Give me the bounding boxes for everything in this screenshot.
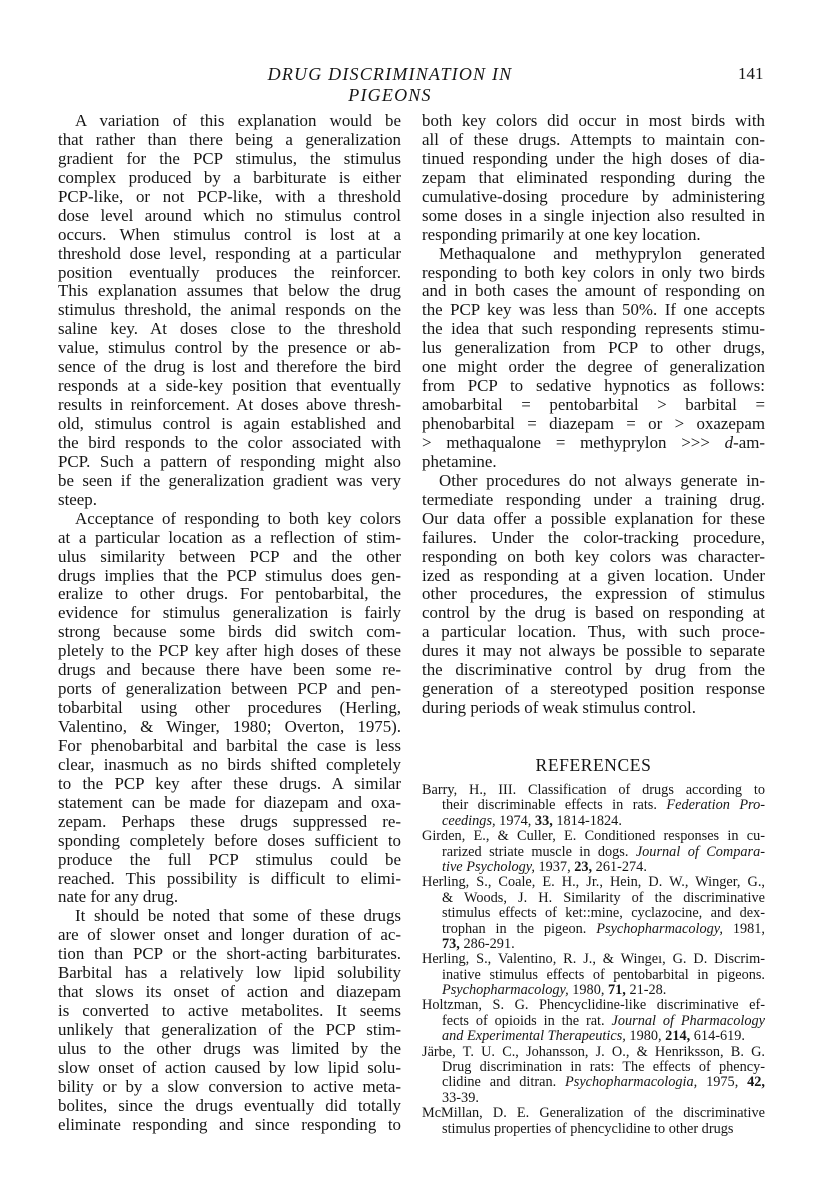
text-line: lus generalization from PCP to other drugs, bbox=[422, 338, 765, 358]
text-line: Valentino, & Winger, 1980; Overton, 1975). bbox=[58, 717, 401, 736]
text-line: stimulus threshold, the animal responds on the bbox=[58, 300, 401, 320]
text-line: all of these drugs. Attempts to maintain con- bbox=[422, 129, 765, 149]
text-line: complex produced by a barbiturate is either bbox=[58, 167, 401, 187]
text-line: zepam. Perhaps these drugs suppressed re- bbox=[58, 811, 401, 831]
text-line: responding on both key colors was character- bbox=[422, 546, 765, 566]
text-line: produce the full PCP stimulus could be bbox=[58, 849, 401, 869]
text-line: generation of a stereotyped position response bbox=[422, 679, 765, 699]
right-column bbox=[422, 112, 765, 1137]
page-number: 141 bbox=[738, 64, 764, 83]
reference-line: Herling, S., Coale, E. H., Jr., Hein, D. W., Winger, G., bbox=[422, 874, 765, 891]
reference-line: Psychopharmacology, 1980, 71, 21-28. bbox=[442, 982, 667, 999]
text-line: bility or by a slow conversion to active meta- bbox=[58, 1076, 401, 1096]
text-line: Acceptance of responding to both key colors bbox=[75, 508, 401, 528]
reference-line: & Woods, J. H. Similarity of the discriminative bbox=[442, 889, 765, 906]
text-line: are of slower onset and longer duration of ac- bbox=[58, 925, 401, 945]
text-line: Our data offer a possible explanation for these bbox=[422, 508, 765, 528]
text-line: drugs and because there have been some re- bbox=[58, 660, 401, 680]
text-line: PCP. Such a pattern of responding might also bbox=[58, 451, 401, 471]
text-line: eralize to other drugs. For pentobarbital, the bbox=[58, 584, 401, 604]
text-line: zepam that eliminated responding during the bbox=[422, 167, 765, 187]
text-line: old, stimulus control is again established and bbox=[58, 414, 401, 433]
text-line: termediate responding under a training drug. bbox=[422, 489, 765, 509]
text-line: control by the drug is based on responding at bbox=[422, 603, 765, 623]
text-line: statement can be made for diazepam and oxa- bbox=[58, 792, 401, 812]
text-line: be seen if the generalization gradient was very bbox=[58, 470, 401, 490]
text-line: For phenobarbital and barbital the case is less bbox=[58, 735, 401, 755]
text-line: clear, inasmuch as no birds shifted completely bbox=[58, 754, 401, 774]
text-line: occurs. When stimulus control is lost at a bbox=[58, 224, 401, 244]
text-line: reached. This possibility is difficult to elimi- bbox=[58, 868, 401, 888]
text-line: ports of generalization between PCP and pen- bbox=[58, 679, 401, 699]
reference-entry bbox=[422, 1045, 765, 1107]
text-line: sence of the drug is lost and therefore the bird bbox=[58, 357, 401, 377]
reference-line: Girden, E., & Culler, E. Conditioned responses in cu- bbox=[422, 828, 765, 845]
reference-line: tive Psychology, 1937, 23, 261-274. bbox=[442, 858, 647, 875]
right-column-body bbox=[422, 112, 765, 718]
text-line: during periods of weak stimulus control. bbox=[422, 698, 696, 718]
text-line: pletely to the PCP key after high doses of these bbox=[58, 641, 401, 661]
text-line: to the PCP key after these drugs. A similar bbox=[58, 773, 401, 793]
text-line: Barbital has a relatively low lipid solubility bbox=[58, 963, 401, 983]
text-line: > methaqualone = methyprylon >>> d-am- bbox=[422, 432, 765, 452]
text-line: the bird responds to the color associated with bbox=[58, 432, 401, 452]
reference-line: clidine and ditran. Psychopharmacologia, 1975, 42, bbox=[442, 1074, 765, 1091]
reference-entry bbox=[422, 1106, 765, 1137]
reference-line: inative stimulus effects of pentobarbital in pigeons. bbox=[442, 966, 765, 983]
text-line: Other procedures do not always generate in- bbox=[439, 470, 765, 490]
text-line: amobarbital = pentobarbital > barbital = bbox=[422, 395, 765, 415]
text-line: sponding completely before doses sufficient to bbox=[58, 830, 401, 850]
text-line: responds at a side-key position that eventually bbox=[58, 376, 401, 396]
reference-line: Barry, H., III. Classification of drugs according to bbox=[422, 782, 765, 798]
text-line: that slows its onset of action and diazepam bbox=[58, 982, 401, 1002]
reference-line: Drug discrimination in rats: The effects of phency- bbox=[442, 1059, 765, 1076]
text-line: ized as responding at a given location. Under bbox=[422, 565, 765, 585]
text-line: slow onset of action caused by low lipid solu- bbox=[58, 1057, 401, 1077]
text-line: unlikely that generalization of the PCP stim- bbox=[58, 1020, 401, 1039]
text-line: value, stimulus control by the presence or ab- bbox=[58, 338, 401, 358]
reference-entry bbox=[422, 952, 765, 998]
reference-line: trophan in the pigeon. Psychopharmacology, 1981, bbox=[442, 920, 766, 937]
text-line: responding to both key colors in only two birds bbox=[422, 262, 765, 282]
reference-line: stimulus effects of ket::mine, cyclazocine, and dex- bbox=[442, 905, 765, 922]
reference-line: 73, 286-291. bbox=[442, 935, 515, 952]
left-column bbox=[58, 112, 401, 1135]
text-line: drugs implies that the PCP stimulus does gen- bbox=[58, 565, 401, 585]
text-line: ulus similarity between PCP and the other bbox=[58, 546, 401, 566]
text-line: from PCP to sedative hypnotics as follows: bbox=[422, 376, 765, 396]
text-line: at a particular location as a reflection of stim- bbox=[58, 527, 401, 547]
references-list bbox=[422, 783, 765, 1137]
text-line: Methaqualone and methyprylon generated bbox=[439, 243, 765, 263]
references-heading: REFERENCES bbox=[535, 755, 652, 775]
reference-line: Herling, S., Valentino, R. J., & Wingeı, G. D. Discrim- bbox=[422, 951, 765, 968]
text-line: and in both cases the amount of responding on bbox=[422, 281, 765, 301]
text-line: both key colors did occur in most birds with bbox=[422, 111, 765, 130]
text-line: tinued responding under the high doses of dia- bbox=[422, 148, 765, 168]
reference-line: Holtzman, S. G. Phencyclidine-like discriminative ef- bbox=[422, 997, 765, 1014]
text-line: cumulative-dosing procedure by administering bbox=[422, 186, 765, 206]
text-line: strong because some birds did switch com- bbox=[58, 622, 401, 642]
text-line: saline key. At doses close to the threshold bbox=[58, 319, 401, 339]
text-line: failures. Under the color-tracking procedure, bbox=[422, 527, 765, 547]
text-line: evidence for stimulus generalization is fairly bbox=[58, 603, 401, 623]
reference-entry bbox=[422, 829, 765, 875]
reference-line: stimulus properties of phencyclidine to other drugs bbox=[442, 1120, 734, 1137]
reference-line: 33-39. bbox=[442, 1089, 479, 1106]
text-line: phenobarbital = diazepam = or > oxazepam bbox=[422, 414, 765, 433]
text-line: one might order the degree of generalization bbox=[422, 357, 765, 377]
text-line: steep. bbox=[58, 489, 97, 509]
text-line: responding primarily at one key location. bbox=[422, 224, 701, 244]
text-line: bolites, since the drugs eventually did totally bbox=[58, 1095, 401, 1115]
reference-line: fects of opioids in the rat. Journal of Pharmacology bbox=[442, 1012, 766, 1029]
text-line: PCP-like, or not PCP-like, with a threshold bbox=[58, 186, 401, 206]
text-line: the idea that such responding represents stimu- bbox=[422, 319, 765, 339]
reference-line: and Experimental Therapeutics, 1980, 214, 614-619. bbox=[442, 1028, 746, 1045]
text-line: other procedures, the expression of stimulus bbox=[422, 584, 765, 604]
text-line: dures it may not always be possible to separate bbox=[422, 641, 765, 661]
text-line: A variation of this explanation would be bbox=[75, 111, 401, 130]
text-line: tion than PCP or the short-acting barbiturates. bbox=[58, 944, 401, 964]
text-line: ulus to the other drugs was limited by the bbox=[58, 1038, 401, 1058]
reference-line: McMillan, D. E. Generalization of the discriminative bbox=[422, 1105, 765, 1122]
reference-line: ceedings, 1974, 33, 1814-1824. bbox=[442, 812, 622, 829]
text-line: a particular location. Thus, with such proce- bbox=[422, 622, 765, 642]
text-line: nate for any drug. bbox=[58, 887, 179, 907]
reference-line: rarized striate muscle in dogs. Journal of Compara- bbox=[442, 843, 765, 860]
text-line: results in reinforcement. At doses above thresh- bbox=[58, 395, 401, 415]
text-line: the PCP key was less than 50%. If one accepts bbox=[422, 300, 765, 320]
text-line: This explanation assumes that below the drug bbox=[58, 281, 401, 301]
text-line: that rather than there being a generalization bbox=[58, 129, 401, 149]
reference-entry bbox=[422, 998, 765, 1044]
text-line: phetamine. bbox=[422, 451, 497, 471]
reference-entry bbox=[422, 783, 765, 829]
text-line: gradient for the PCP stimulus, the stimulus bbox=[58, 148, 401, 168]
text-line: threshold dose level, responding at a particular bbox=[58, 243, 401, 263]
reference-line: their discriminable effects in rats. Federation Pro- bbox=[442, 797, 765, 814]
text-line: position eventually produces the reinforcer. bbox=[58, 262, 401, 282]
reference-entry bbox=[422, 875, 765, 952]
text-line: dose level around which no stimulus control bbox=[58, 205, 401, 225]
text-line: some doses in a single injection also resulted in bbox=[422, 205, 765, 225]
text-line: tobarbital using other procedures (Herling, bbox=[58, 698, 401, 718]
text-line: eliminate responding and since responding to bbox=[58, 1114, 401, 1134]
reference-line: Järbe, T. U. C., Johansson, J. O., & Henriksson, B. G. bbox=[422, 1043, 765, 1060]
text-line: It should be noted that some of these drugs bbox=[75, 906, 401, 926]
running-head: DRUG DISCRIMINATION IN PIGEONS bbox=[267, 64, 513, 105]
text-line: the discriminative control by drug from the bbox=[422, 660, 765, 680]
text-line: is converted to active metabolites. It seems bbox=[58, 1001, 401, 1021]
